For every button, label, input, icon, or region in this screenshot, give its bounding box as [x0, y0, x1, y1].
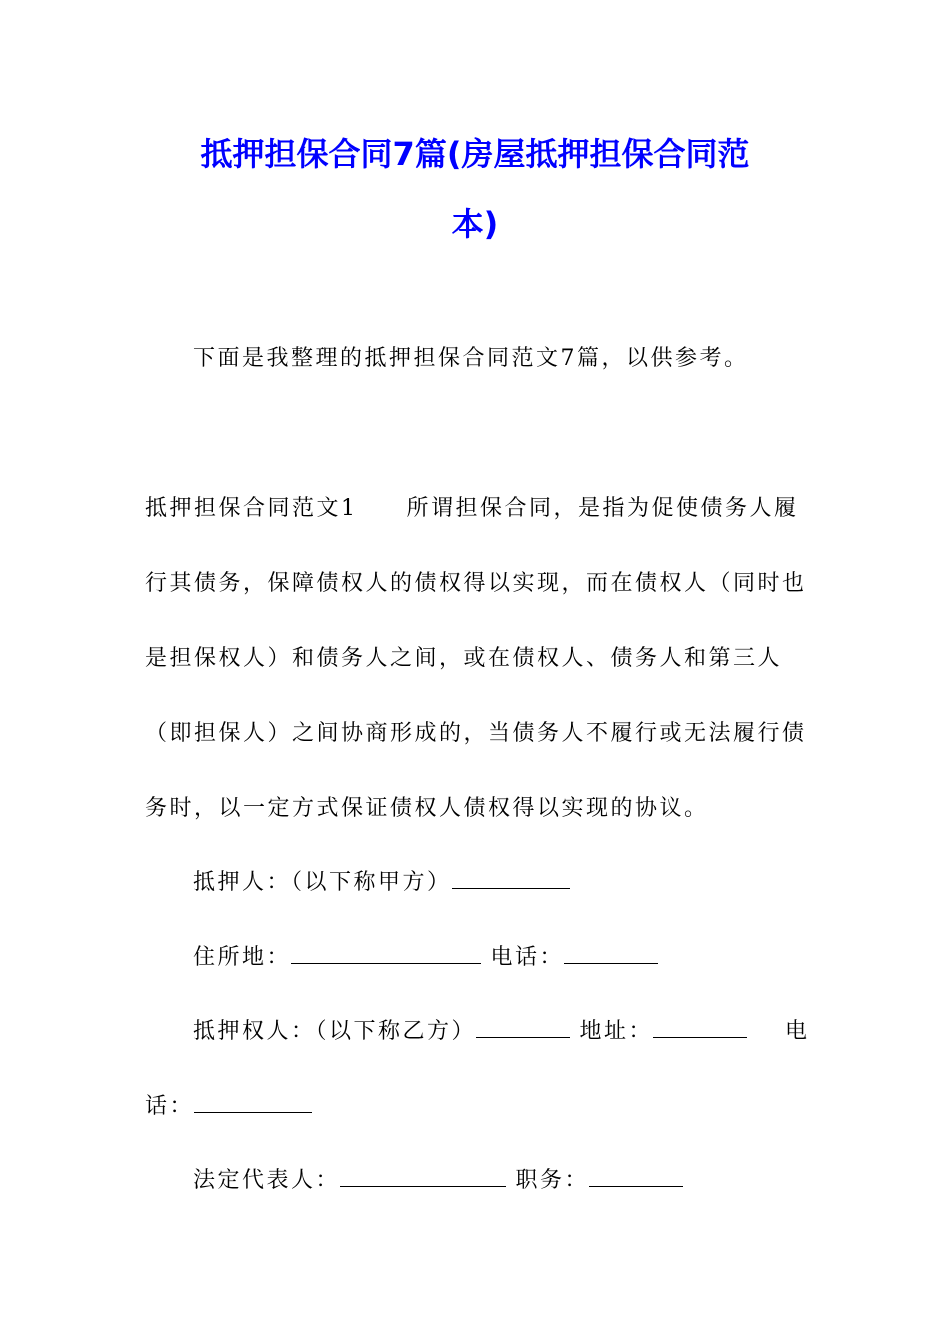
- intro-paragraph: 下面是我整理的抵押担保合同范文7篇，以供参考。: [193, 346, 749, 371]
- phone-blank-2: [194, 1092, 312, 1113]
- phone-label-2-part1: 电: [785, 1019, 810, 1044]
- mortgagee-label: 抵押权人：（以下称乙方）: [193, 1019, 477, 1044]
- document-title-line-2: 本): [451, 205, 499, 243]
- address-blank: [653, 1017, 747, 1038]
- section1-line-1: 抵押担保合同范文1 所谓担保合同，是指为促使债务人履: [145, 496, 799, 521]
- section1-line-2: 行其债务，保障债权人的债权得以实现，而在债权人（同时也: [145, 571, 807, 596]
- document-title-line-1: 抵押担保合同7篇(房屋抵押担保合同范: [200, 135, 750, 173]
- legal-rep-blank: [340, 1166, 506, 1187]
- position-label: 职务：: [515, 1168, 590, 1193]
- phone-row-2: [145, 1092, 312, 1122]
- residence-label: 住所地：: [193, 945, 292, 970]
- legal-rep-label: 法定代表人：: [193, 1168, 341, 1193]
- section1-line-3: 是担保权人）和债务人之间，或在债权人、债务人和第三人: [145, 646, 783, 671]
- section1-line-5: 务时，以一定方式保证债权人债权得以实现的协议。: [145, 796, 709, 821]
- position-blank: [589, 1166, 683, 1187]
- mortgagor-label: 抵押人：（以下称甲方）: [193, 870, 452, 895]
- section1-line-4: （即担保人）之间协商形成的，当债务人不履行或无法履行债: [145, 721, 807, 746]
- phone-blank-1: [564, 943, 658, 964]
- legal-rep-row: [193, 1166, 683, 1196]
- mortgagor-blank: [452, 868, 570, 889]
- mortgagor-row: [193, 868, 570, 898]
- mortgagee-blank: [476, 1017, 570, 1038]
- mortgagee-row: [193, 1017, 747, 1047]
- residence-blank: [291, 943, 481, 964]
- phone-label-2-part2: 话：: [145, 1094, 195, 1119]
- address-label: 地址：: [579, 1019, 654, 1044]
- residence-row: [193, 943, 658, 973]
- phone-label-1: 电话：: [490, 945, 565, 970]
